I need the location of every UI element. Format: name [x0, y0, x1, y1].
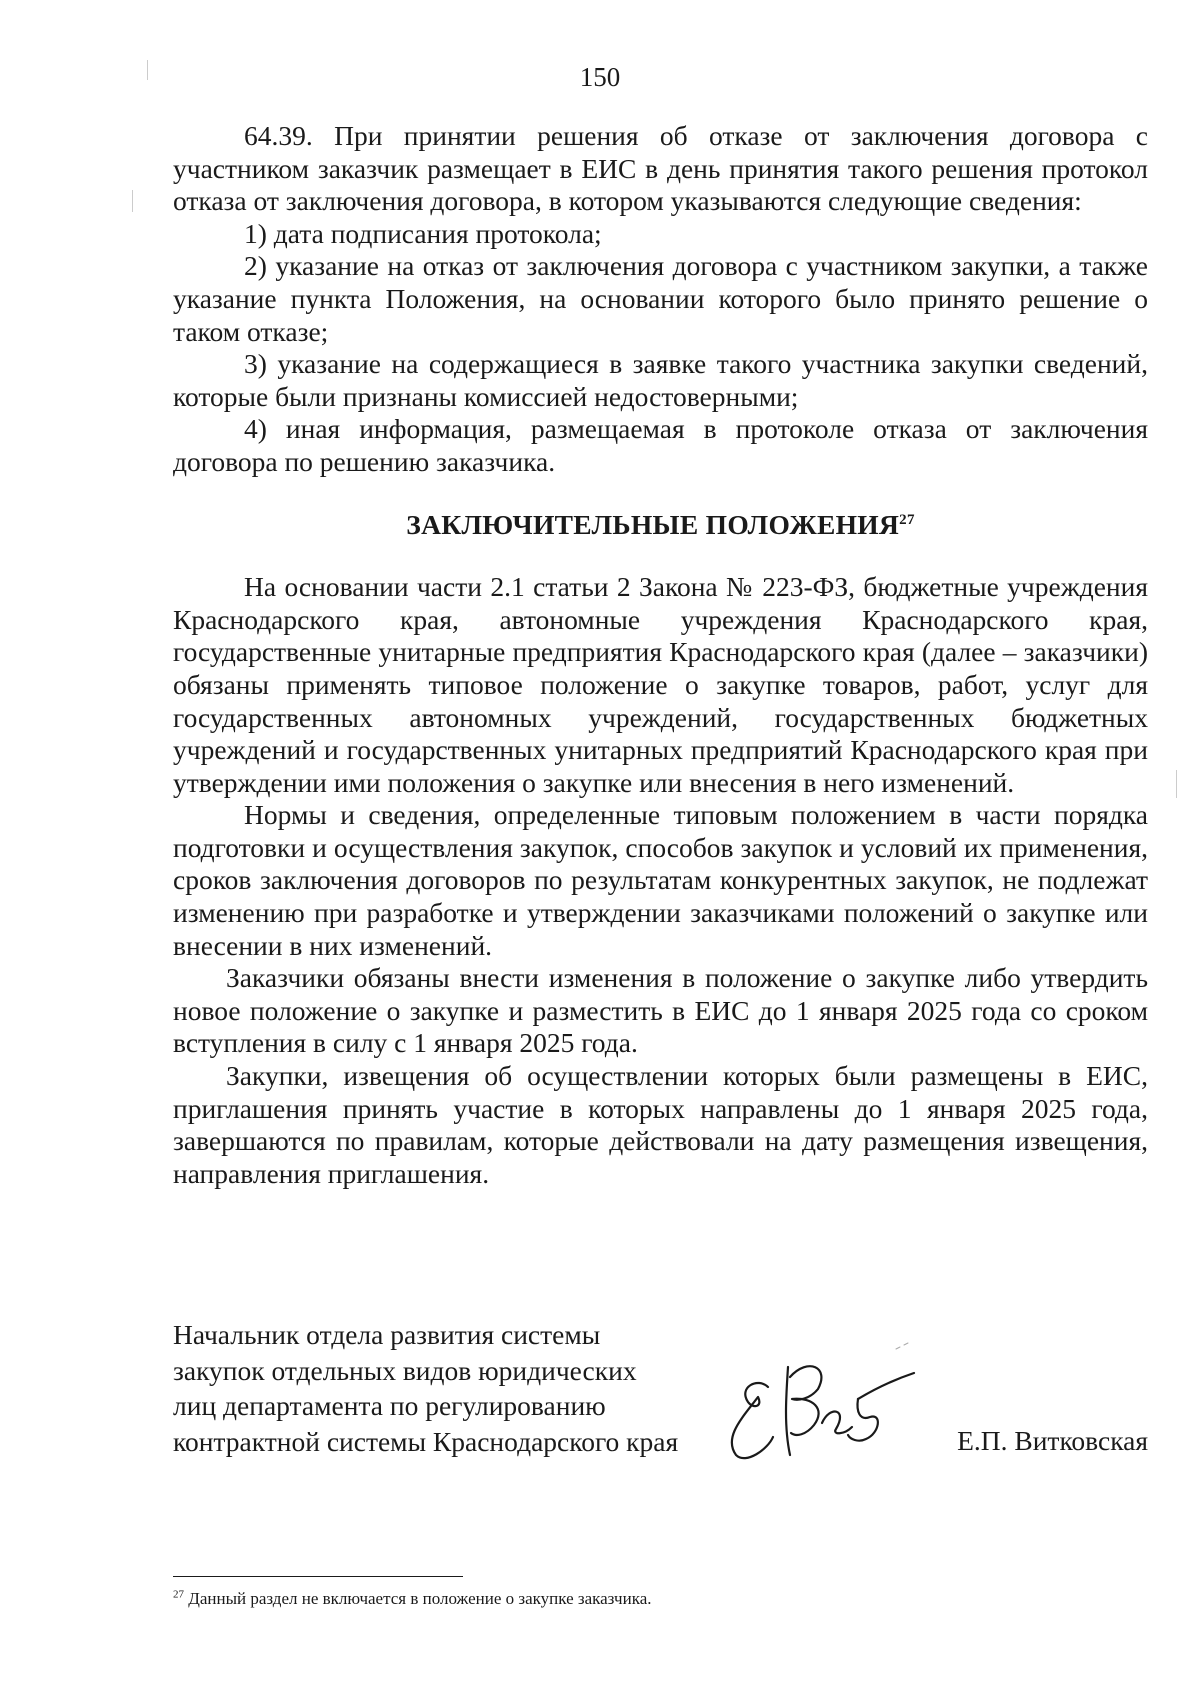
section-title: ЗАКЛЮЧИТЕЛЬНЫЕ ПОЛОЖЕНИЯ — [406, 508, 900, 540]
list-item-2: 2) указание на отказ от заключения договора с участником закупки, а также указание пункта Положения, на основании которого было принято решение о таком отказе; — [173, 250, 1148, 347]
position-line: закупок отдельных видов юридических — [173, 1354, 637, 1386]
footnote — [173, 1588, 1148, 1610]
footnote-ref: 27 — [899, 511, 915, 528]
signatory-name: Е.П. Витковская — [957, 1425, 1148, 1456]
signature-block — [173, 1317, 1148, 1477]
handwritten-signature — [718, 1337, 918, 1467]
position-line: лиц департамента по регулированию — [173, 1390, 606, 1421]
final-paragraph-1: На основании части 2.1 статьи 2 Закона № 223-ФЗ, бюджетные учреждения Краснодарского края, автономные учреждения Краснодарского края, государственные унитарные предприятия Краснодарского края (далее – заказчики) обязаны применять типовое положение о закупке товаров, работ, услуг для государственных автономных учреждений, государственных бюджетных учреждений и государственных унитарных предприятий Краснодарского края при утверждении ими положения о закупке или внесения в него изменений. — [173, 571, 1148, 798]
footnote-divider — [173, 1576, 463, 1577]
scan-artifact — [1176, 770, 1177, 798]
section-heading — [173, 509, 1148, 542]
final-paragraph-4: Закупки, извещения об осуществлении которых были размещены в ЕИС, приглашения принять участие в которых направлены до 1 января 2025 года, завершаются по правилам, которые действовали на дату размещения извещения, направления приглашения. — [173, 1060, 1148, 1189]
list-item-3: 3) указание на содержащиеся в заявке такого участника закупки сведений, которые были признаны комиссией недостоверными; — [173, 348, 1148, 412]
footnote-number: 27 — [173, 1588, 184, 1601]
scan-artifact — [132, 190, 133, 212]
scan-artifact — [147, 60, 148, 80]
final-paragraph-2: Нормы и сведения, определенные типовым положением в части порядка подготовки и осуществления закупок, способов закупок и условий их применения, сроков заключения договоров по результатам конкурентных закупок, не подлежат изменению при разработке и утверждении заказчиками положений о закупке или внесении в них изменений. — [173, 799, 1148, 961]
list-item-1: 1) дата подписания протокола; — [244, 217, 602, 249]
paragraph-64-39: 64.39. При принятии решения об отказе от заключения договора с участником заказчик размещает в ЕИС в день принятия такого решения протокол отказа от заключения договора, в котором указываются следующие сведения: — [173, 120, 1148, 217]
position-line: контрактной системы Краснодарского края — [173, 1425, 679, 1457]
signatory-position — [173, 1317, 678, 1459]
list-item-4: 4) иная информация, размещаемая в протоколе отказа от заключения договора по решению заказчика. — [173, 413, 1148, 477]
page-number: 150 — [579, 62, 621, 92]
final-paragraph-3: Заказчики обязаны внести изменения в положение о закупке либо утвердить новое положение о закупке и разместить в ЕИС до 1 января 2025 года со сроком вступления в силу с 1 января 2025 года. — [173, 962, 1148, 1059]
document-body — [173, 120, 1148, 1190]
footnote-text: Данный раздел не включается в положение о закупке заказчика. — [188, 1589, 652, 1608]
position-line: Начальник отдела развития системы — [173, 1319, 601, 1350]
